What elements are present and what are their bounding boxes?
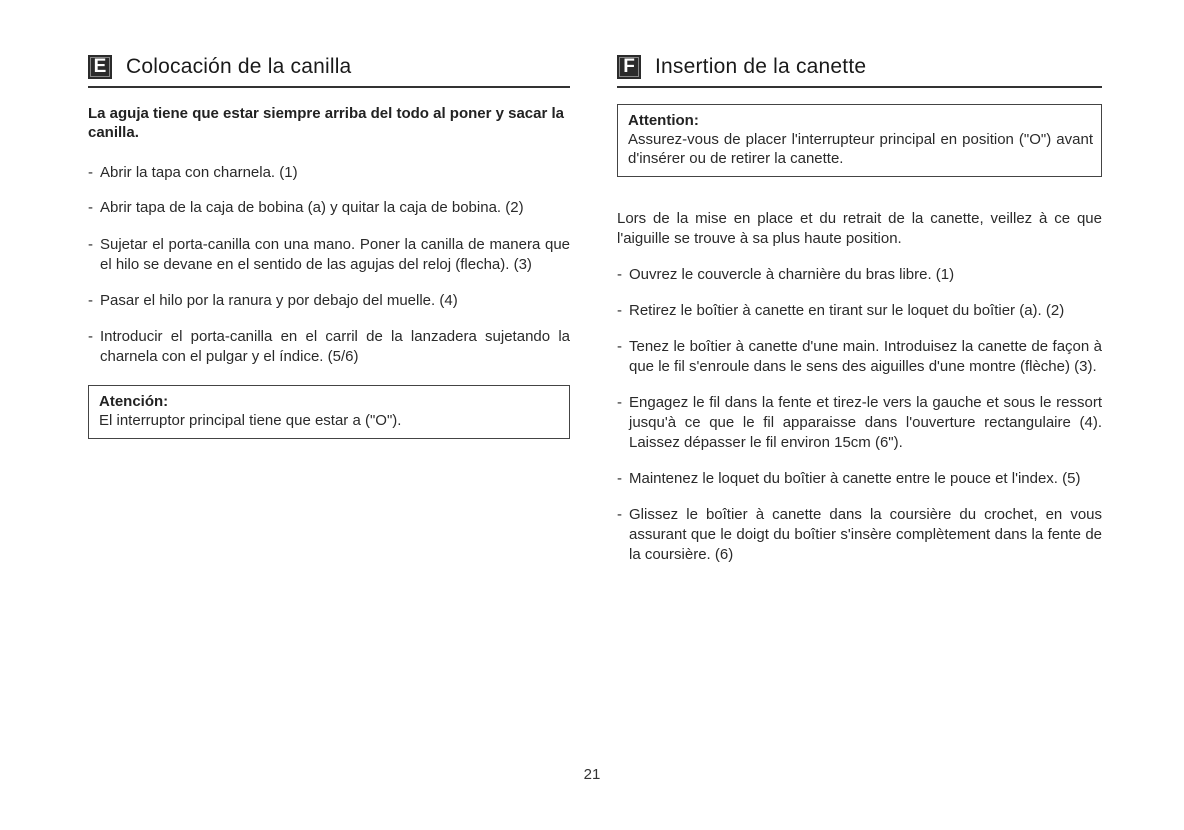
spanish-step-3: - Sujetar el porta-canilla con una mano. Poner la canilla de manera que el hilo se devane en el sentido de las agujas del reloj (flecha). (3) <box>88 235 570 275</box>
spanish-notice-box <box>88 385 570 439</box>
french-section-title: Insertion de la canette <box>655 55 867 78</box>
spanish-section-title: Colocación de la canilla <box>126 55 352 78</box>
spanish-section-header <box>88 50 570 88</box>
spanish-step-5: - Introducir el porta-canilla en el carril de la lanzadera sujetando la charnela con el pulgar y el índice. (5/6) <box>88 327 570 367</box>
language-badge-e-icon: E <box>88 55 112 79</box>
spanish-step-1: - Abrir la tapa con charnela. (1) <box>88 163 570 183</box>
french-steps-list <box>617 265 1102 565</box>
language-badge-f-icon: F <box>617 55 641 79</box>
page-number: 21 <box>583 766 601 783</box>
spanish-step-2: - Abrir tapa de la caja de bobina (a) y quitar la caja de bobina. (2) <box>88 198 570 218</box>
french-section-header <box>617 50 1102 88</box>
french-step-2: - Retirez le boîtier à canette en tirant sur le loquet du boîtier (a). (2) <box>617 301 1102 321</box>
french-step-4: - Engagez le fil dans la fente et tirez-le vers la gauche et sous le ressort jusqu'à ce que le fil apparaisse dans l'ouverture rectangulaire (4). Laissez dépasser le fil environ 15cm (6"). <box>617 393 1102 453</box>
french-notice-title: Attention: <box>628 112 699 129</box>
french-step-1: - Ouvrez le couvercle à charnière du bras libre. (1) <box>617 265 1102 285</box>
french-intro: Lors de la mise en place et du retrait de la canette, veillez à ce que l'aiguille se trouve à sa plus haute position. <box>617 210 1102 247</box>
french-notice-text: Assurez-vous de placer l'interrupteur principal en position ("O") avant d'insérer ou de retirer la canette. <box>628 131 1093 167</box>
spanish-notice-text: El interruptor principal tiene que estar a ("O"). <box>99 412 402 429</box>
spanish-section <box>88 50 570 439</box>
spanish-intro: La aguja tiene que estar siempre arriba del todo al poner y sacar la canilla. <box>88 105 565 141</box>
spanish-steps-list <box>88 163 570 367</box>
french-notice-box <box>617 104 1102 177</box>
spanish-notice-title: Atención: <box>99 393 169 410</box>
french-step-5: - Maintenez le loquet du boîtier à canette entre le pouce et l'index. (5) <box>617 469 1102 489</box>
french-step-3: - Tenez le boîtier à canette d'une main. Introduisez la canette de façon à que le fil s'enroule dans le sens des aiguilles d'une montre (flèche) (3). <box>617 337 1102 377</box>
french-section <box>617 50 1102 565</box>
spanish-step-4: - Pasar el hilo por la ranura y por debajo del muelle. (4) <box>88 291 570 311</box>
french-step-6: - Glissez le boîtier à canette dans la coursière du crochet, en vous assurant que le doigt du boîtier s'insère complètement dans la fente de la coursière. (6) <box>617 505 1102 565</box>
